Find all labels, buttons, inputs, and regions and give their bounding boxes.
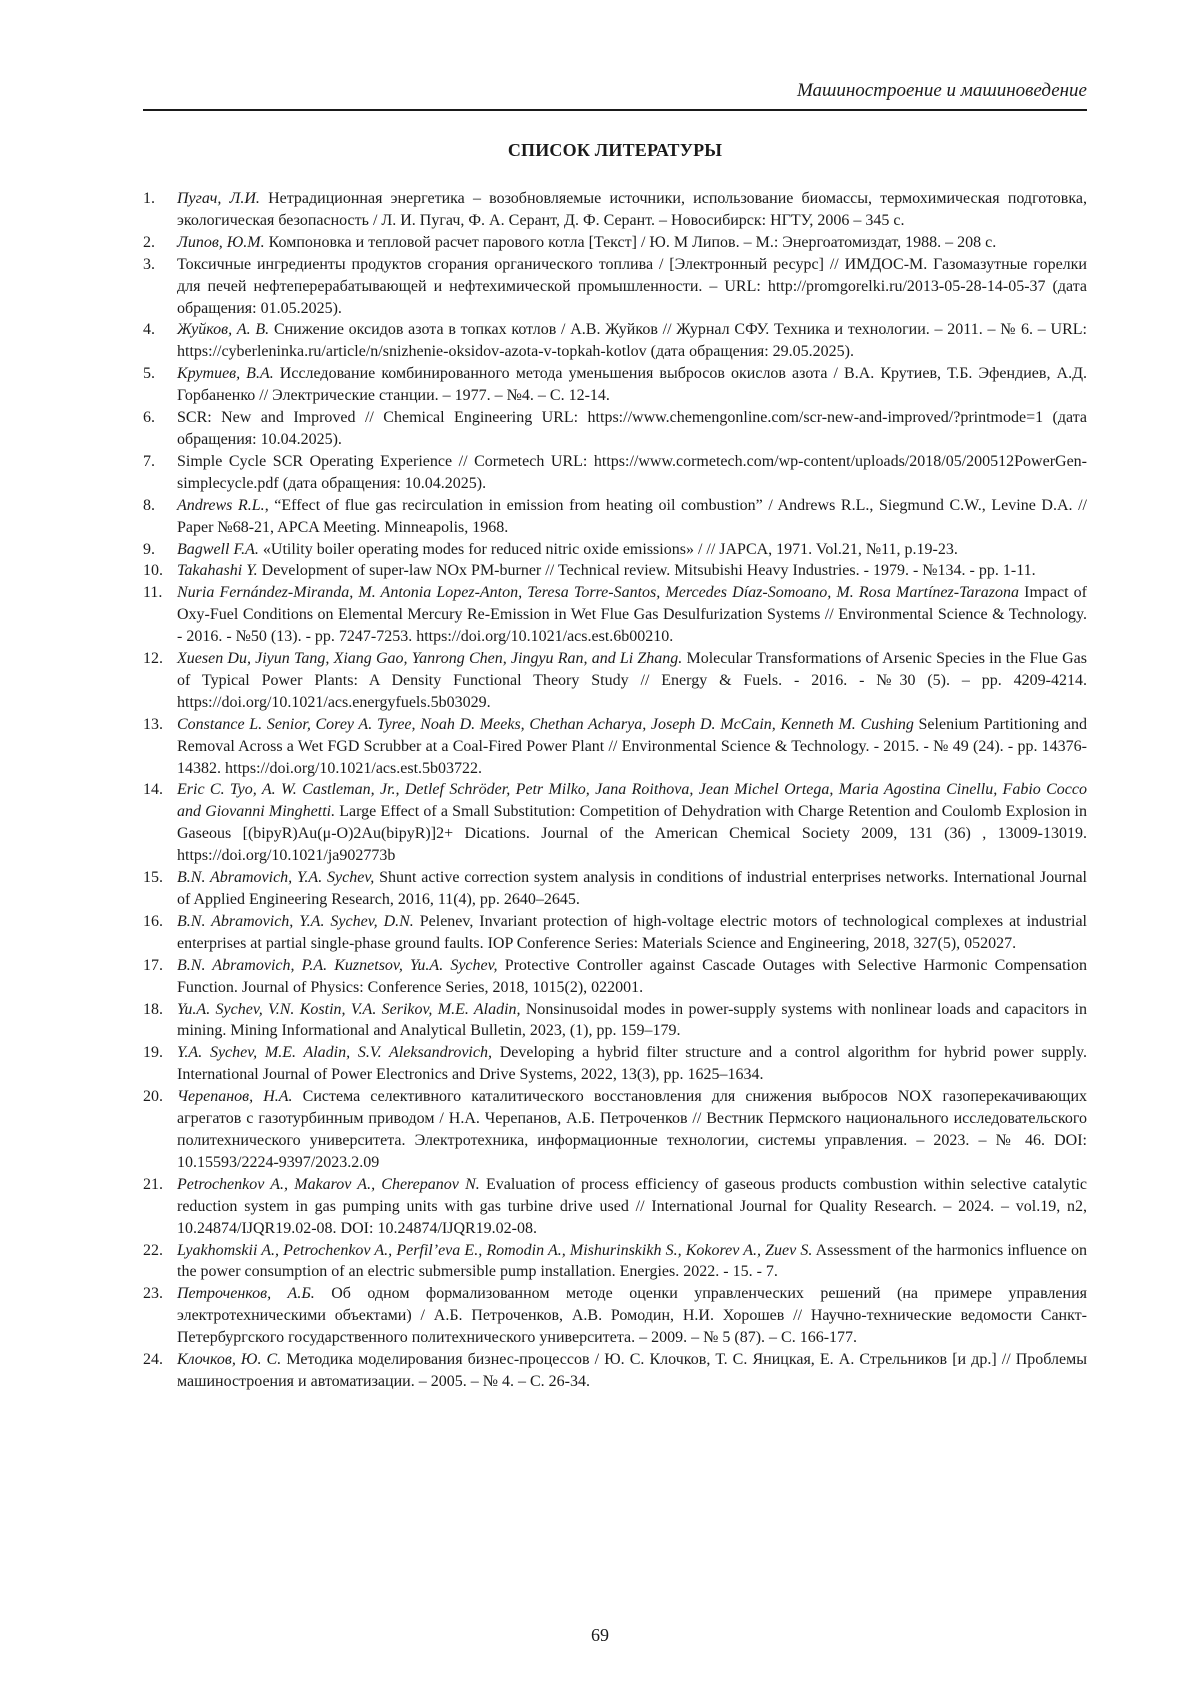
reference-text — [177, 232, 1087, 254]
reference-authors: Крутиев, В.А. — [177, 365, 274, 382]
reference-number: 14. — [143, 779, 177, 867]
reference-item — [143, 254, 1087, 320]
reference-number: 13. — [143, 714, 177, 780]
reference-authors: Xuesen Du, Jiyun Tang, Xiang Gao, Yanrong Chen, Jingyu Ran, and Li Zhang. — [177, 650, 682, 667]
reference-text — [177, 254, 1087, 320]
reference-authors: Petrochenkov A., Makarov A., Cherepanov N. — [177, 1176, 480, 1193]
header-rule — [143, 109, 1087, 111]
running-header: Машиностроение и машиноведение — [143, 80, 1087, 102]
reference-text — [177, 911, 1087, 955]
reference-number: 3. — [143, 254, 177, 320]
reference-item — [143, 188, 1087, 232]
reference-authors: Nuria Fernández-Miranda, M. Antonia Lopez-Anton, Teresa Torre-Santos, Mercedes Díaz-Somoano, M. Rosa Martínez-Tarazona — [177, 584, 1019, 601]
reference-item — [143, 319, 1087, 363]
reference-authors: Петроченков, А.Б. — [177, 1285, 315, 1302]
reference-item — [143, 1042, 1087, 1086]
reference-authors: Constance L. Senior, Corey A. Tyree, Noah D. Meeks, Chethan Acharya, Joseph D. McCain, Kenneth M. Cushing — [177, 716, 914, 733]
reference-item — [143, 955, 1087, 999]
reference-number: 4. — [143, 319, 177, 363]
reference-description: Shunt active correction system analysis in conditions of industrial enterprises networks. International Journal of Applied Engineering Research, 2016, 11(4), pp. 2640–2645. — [177, 869, 1087, 908]
reference-item — [143, 1086, 1087, 1174]
reference-item — [143, 779, 1087, 867]
reference-description: Large Effect of a Small Substitution: Competition of Dehydration with Charge Retention and Coulomb Explosion in Gaseous [(bipyR)Au(μ-O)2Au(bipyR)]2+ Dications. Journal of the American Chemical Society 2009, 131 (36) , 13009-13019. https://doi.org/10.1021/ja902773b — [177, 803, 1087, 864]
reference-item — [143, 560, 1087, 582]
reference-text — [177, 779, 1087, 867]
reference-item — [143, 1349, 1087, 1393]
reference-description: Selenium Partitioning and Removal Across a Wet FGD Scrubber at a Coal-Fired Power Plant // Environmental Science & Technology. - 2015. - № 49 (24). - pp. 14376-14382. https://doi.org/10.1021/acs.est.5b03722. — [177, 716, 1087, 777]
reference-description: Исследование комбинированного метода уменьшения выбросов окислов азота / В.А. Крутиев, Т.Б. Эфендиев, А.Д. Горбаненко // Электрические станции. – 1977. – №4. – С. 12-14. — [177, 365, 1087, 404]
reference-number: 12. — [143, 648, 177, 714]
reference-item — [143, 867, 1087, 911]
reference-authors: Andrews R.L. — [177, 497, 265, 514]
reference-number: 15. — [143, 867, 177, 911]
reference-text — [177, 714, 1087, 780]
reference-number: 18. — [143, 999, 177, 1043]
reference-item — [143, 1283, 1087, 1349]
reference-authors: B.N. Abramovich, Y.A. Sychev, D.N. — [177, 913, 414, 930]
reference-item — [143, 1174, 1087, 1240]
reference-text — [177, 363, 1087, 407]
reference-description: Нетрадиционная энергетика – возобновляемые источники, использование биомассы, термохимическая подготовка, экологическая безопасность / Л. И. Пугач, Ф. А. Серант, Д. Ф. Серант. – Новосибирск: НГТУ, 2006 – 345 с. — [177, 190, 1087, 229]
reference-item — [143, 451, 1087, 495]
reference-number: 2. — [143, 232, 177, 254]
reference-authors: B.N. Abramovich, P.A. Kuznetsov, Yu.A. Sychev, — [177, 957, 498, 974]
reference-item — [143, 363, 1087, 407]
reference-list — [143, 188, 1087, 1393]
reference-text — [177, 1240, 1087, 1284]
reference-description: Об одном формализованном методе оценки управленческих решений (на примере управления электротехническими объектами) / А.Б. Петроченков, А.В. Ромодин, Н.И. Хорошев // Научно-технические ведомости Санкт-Петербургского государственного политехнического университета. – 2009. – № 5 (87). – С. 166-177. — [177, 1285, 1087, 1346]
reference-item — [143, 648, 1087, 714]
reference-text — [177, 955, 1087, 999]
reference-text — [177, 1174, 1087, 1240]
reference-description: «Utility boiler operating modes for reduced nitric oxide emissions» / // JAPCA, 1971. Vol.21, №11, p.19-23. — [259, 541, 958, 558]
reference-description: Токсичные ингредиенты продуктов сгорания органического топлива / [Электронный ресурс] // ИМДОС-М. Газомазутные горелки для печей нефтеперерабатывающей и нефтехимической промышленности. – URL: http://promgorelki.ru/2013-05-28-14-05-37 (дата обращения: 01.05.2025). — [177, 256, 1087, 317]
reference-number: 6. — [143, 407, 177, 451]
reference-description: Developing a hybrid filter structure and a control algorithm for hybrid power supply. International Journal of Power Electronics and Drive Systems, 2022, 13(3), pp. 1625–1634. — [177, 1044, 1087, 1083]
reference-description: Снижение оксидов азота в топках котлов / А.В. Жуйков // Журнал СФУ. Техника и технологии. – 2011. – № 6. – URL: https://cyberleninka.ru/article/n/snizhenie-oksidov-azota-v-topkah-kotlov (дата обращения: 29.05.2025). — [177, 321, 1087, 360]
reference-authors: Takahashi Y. — [177, 562, 258, 579]
reference-text — [177, 648, 1087, 714]
reference-item — [143, 714, 1087, 780]
reference-authors: Yu.A. Sychev, V.N. Kostin, V.A. Serikov, M.E. Aladin, — [177, 1001, 521, 1018]
reference-authors: Пугач, Л.И. — [177, 190, 260, 207]
reference-description: Development of super-law NOx PM-burner // Technical review. Mitsubishi Heavy Industries. - 1979. - №134. - pp. 1-11. — [258, 562, 1036, 579]
reference-description: SCR: New and Improved // Chemical Engineering URL: https://www.chemengonline.com/scr-new-and-improved/?printmode=1 (дата обращения: 10.04.2025). — [177, 409, 1087, 448]
reference-item — [143, 232, 1087, 254]
reference-text — [177, 1349, 1087, 1393]
reference-description: Nonsinusoidal modes in power-supply systems with nonlinear loads and capacitors in mining. Mining Informational and Analytical Bulletin, 2023, (1), pp. 159–179. — [177, 1001, 1087, 1040]
reference-number: 19. — [143, 1042, 177, 1086]
reference-authors: Липов, Ю.М. — [177, 234, 265, 251]
reference-text — [177, 560, 1087, 582]
reference-authors: Клочков, Ю. С. — [177, 1351, 281, 1368]
reference-item — [143, 582, 1087, 648]
reference-authors: Eric C. Tyo, A. W. Castleman, Jr., Detlef Schröder, Petr Milko, Jana Roithova, Jean Michel Ortega, Maria Agostina Cinellu, Fabio Cocco and Giovanni Minghetti. — [177, 781, 1087, 820]
reference-description: Impact of Oxy-Fuel Conditions on Elemental Mercury Re-Emission in Wet Flue Gas Desulfurization Systems // Environmental Science & Technology. - 2016. - №50 (13). - pp. 7247-7253. https://doi.org/10.1021/acs.est.6b00210. — [177, 584, 1087, 645]
reference-number: 24. — [143, 1349, 177, 1393]
reference-number: 23. — [143, 1283, 177, 1349]
reference-number: 9. — [143, 539, 177, 561]
reference-number: 5. — [143, 363, 177, 407]
reference-text — [177, 867, 1087, 911]
reference-item — [143, 495, 1087, 539]
reference-authors: Y.A. Sychev, M.E. Aladin, S.V. Aleksandrovich, — [177, 1044, 492, 1061]
reference-description: Protective Controller against Cascade Outages with Selective Harmonic Compensation Function. Journal of Physics: Conference Series, 2018, 1015(2), 022001. — [177, 957, 1087, 996]
reference-description: Система селективного каталитического восстановления для снижения выбросов NOX газоперекачивающих агрегатов с газотурбинным приводом / Н.А. Черепанов, А.Б. Петроченков // Вестник Пермского национального исследовательского политехнического университета. Электротехника, информационные технологии, системы управления. – 2023. – № 46. DOI: 10.15593/2224-9397/2023.2.09 — [177, 1088, 1087, 1171]
reference-description: Компоновка и тепловой расчет парового котла [Текст] / Ю. М Липов. – М.: Энергоатомиздат, 1988. – 208 с. — [265, 234, 997, 251]
reference-description: Pelenev, Invariant protection of high-voltage electric motors of technological complexes at industrial enterprises at partial single-phase ground faults. IOP Conference Series: Materials Science and Engineering, 2018, 327(5), 052027. — [177, 913, 1087, 952]
reference-authors: Жуйков, А. В. — [177, 321, 269, 338]
reference-text — [177, 539, 1087, 561]
reference-item — [143, 407, 1087, 451]
reference-item — [143, 911, 1087, 955]
reference-item — [143, 1240, 1087, 1284]
reference-item — [143, 999, 1087, 1043]
reference-item — [143, 539, 1087, 561]
page-number: 69 — [0, 1625, 1200, 1646]
reference-number: 22. — [143, 1240, 177, 1284]
reference-number: 1. — [143, 188, 177, 232]
reference-text — [177, 407, 1087, 451]
reference-description: Molecular Transformations of Arsenic Species in the Flue Gas of Typical Power Plants: A Density Functional Theory Study // Energy & Fuels. - 2016. - №30 (5). – pp. 4209-4214. https://doi.org/10.1021/acs.energyfuels.5b03029. — [177, 650, 1087, 711]
reference-description: Evaluation of process efficiency of gaseous products combustion within selective catalytic reduction system in gas pumping units with gas turbine drive used // International Journal for Quality Research. – 2024. – vol.19, n2, 10.24874/IJQR19.02-08. DOI: 10.24874/IJQR19.02-08. — [177, 1176, 1087, 1237]
reference-number: 20. — [143, 1086, 177, 1174]
reference-text — [177, 582, 1087, 648]
reference-description: Assessment of the harmonics influence on the power consumption of an electric submersible pump installation. Energies. 2022. - 15. - 7. — [177, 1242, 1087, 1281]
reference-text — [177, 1283, 1087, 1349]
reference-number: 7. — [143, 451, 177, 495]
reference-authors: B.N. Abramovich, Y.A. Sychev, — [177, 869, 374, 886]
reference-number: 11. — [143, 582, 177, 648]
reference-number: 8. — [143, 495, 177, 539]
reference-authors: Черепанов, Н.А. — [177, 1088, 293, 1105]
reference-text — [177, 999, 1087, 1043]
section-title: СПИСОК ЛИТЕРАТУРЫ — [143, 140, 1087, 161]
reference-text — [177, 1042, 1087, 1086]
reference-number: 16. — [143, 911, 177, 955]
reference-authors: Bagwell F.A. — [177, 541, 259, 558]
reference-authors: Lyakhomskii A., Petrochenkov A., Perfil’eva E., Romodin A., Mishurinskikh S., Kokorev A., Zuev S. — [177, 1242, 812, 1259]
reference-text — [177, 451, 1087, 495]
reference-number: 10. — [143, 560, 177, 582]
reference-text — [177, 495, 1087, 539]
reference-description: Simple Cycle SCR Operating Experience // Cormetech URL: https://www.cormetech.com/wp-content/uploads/2018/05/200512PowerGen-simplecycle.pdf (дата обращения: 10.04.2025). — [177, 453, 1087, 492]
reference-text — [177, 188, 1087, 232]
reference-text — [177, 1086, 1087, 1174]
reference-text — [177, 319, 1087, 363]
reference-description: , “Effect of flue gas recirculation in emission from heating oil combustion” / Andrews R.L., Siegmund C.W., Levine D.A. // Paper №68-21, APCA Meeting. Minneapolis, 1968. — [177, 497, 1087, 536]
reference-number: 17. — [143, 955, 177, 999]
reference-description: Методика моделирования бизнес-процессов / Ю. С. Клочков, Т. С. Яницкая, Е. А. Стрельников [и др.] // Проблемы машиностроения и автоматизации. – 2005. – № 4. – С. 26-34. — [177, 1351, 1087, 1390]
reference-number: 21. — [143, 1174, 177, 1240]
